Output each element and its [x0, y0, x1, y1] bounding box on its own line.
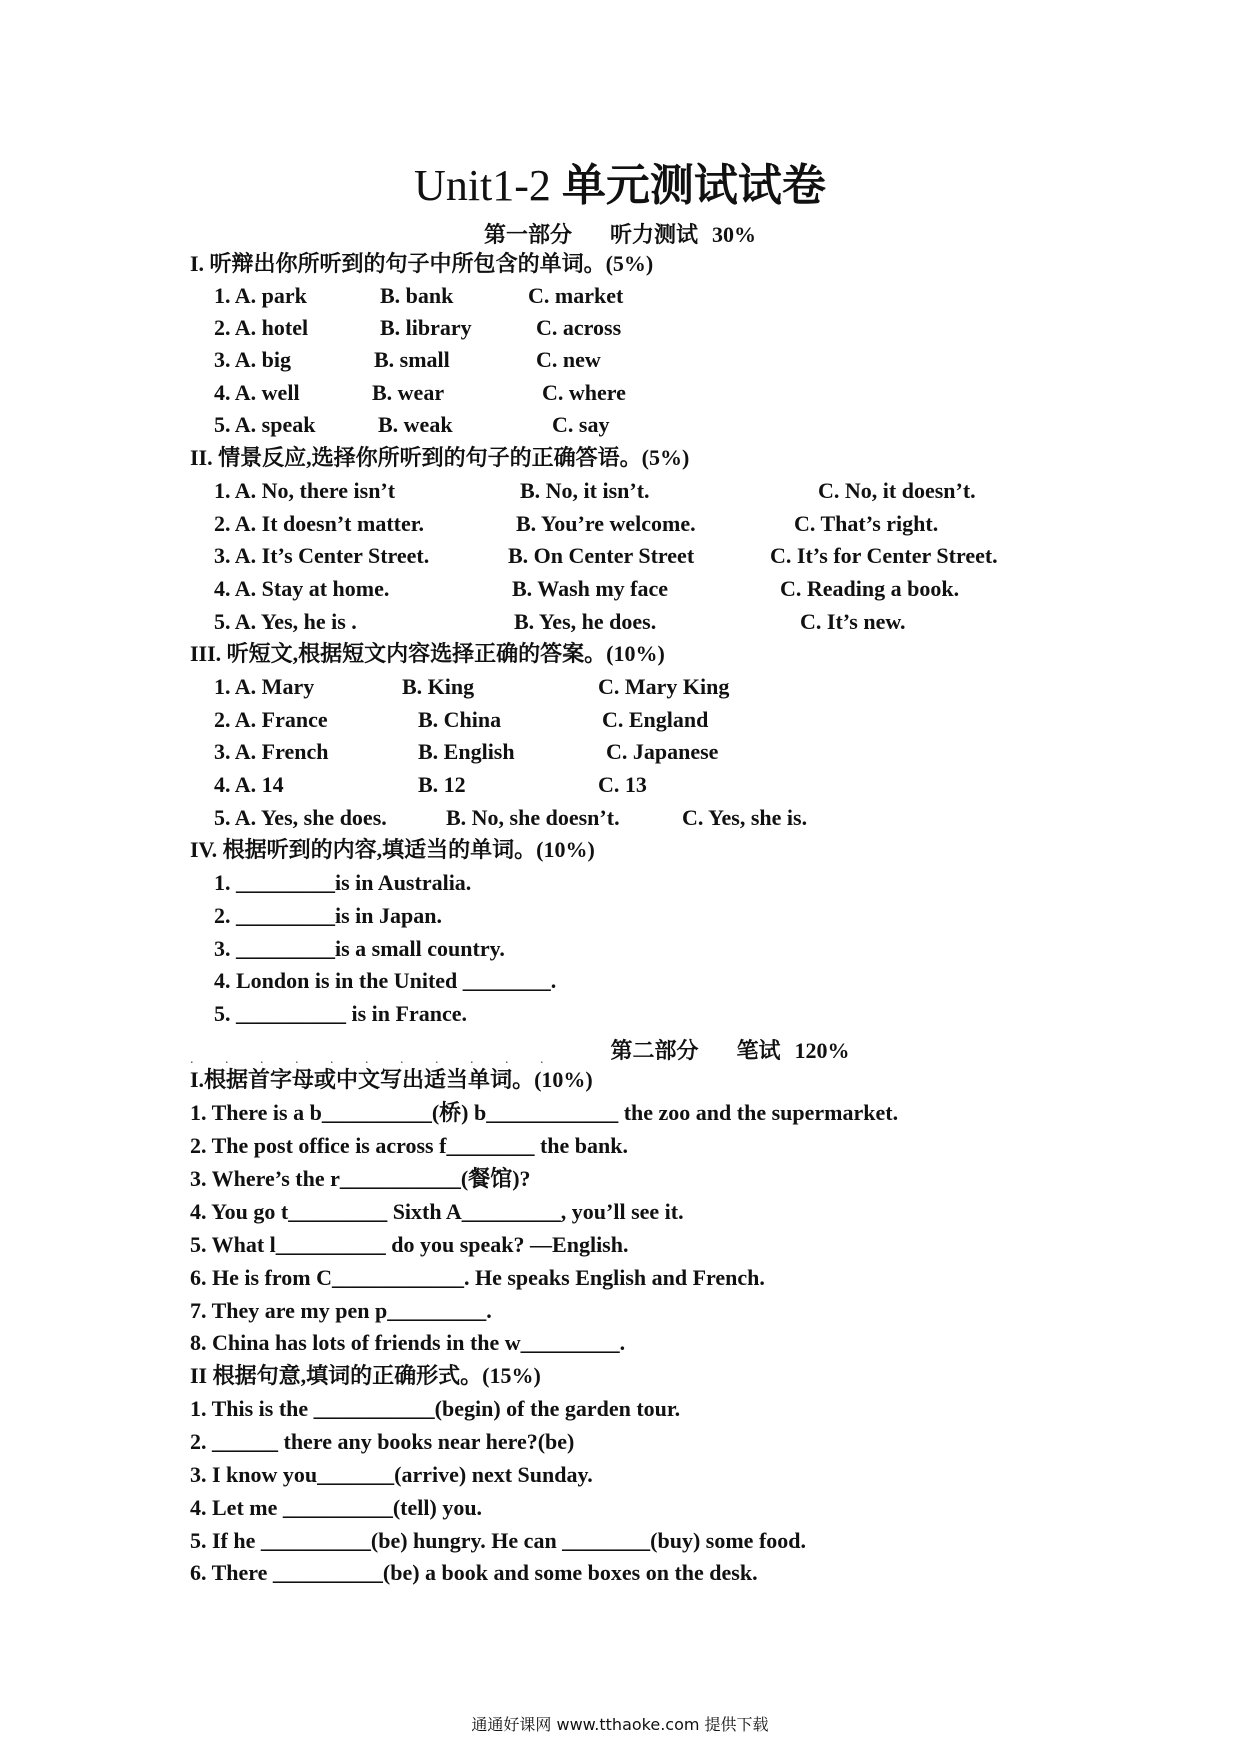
s2-q3-b: B. On Center Street	[508, 543, 695, 568]
written-2-heading: II 根据句意,填词的正确形式。(15%)	[190, 1363, 541, 1388]
part-two-heading	[110, 1034, 1240, 1065]
section-1-heading: I. 听辩出你所听到的句子中所包含的单词。(5%)	[190, 251, 654, 276]
s3-q5-c: C. Yes, she is.	[682, 805, 808, 830]
s2-q4-c: C. Reading a book.	[780, 576, 960, 601]
s4-q2: 2. _________is in Japan.	[214, 903, 442, 928]
part-one-heading	[0, 218, 1240, 249]
s1-q3-b: B. small	[374, 347, 450, 372]
s4-q3: 3. _________is a small country.	[214, 936, 505, 961]
s1-q5-b: B. weak	[378, 412, 453, 437]
s2-q4-b: B. Wash my face	[512, 576, 669, 601]
w2-q4: 4. Let me __________(tell) you.	[190, 1495, 483, 1520]
s4-q5: 5. __________ is in France.	[214, 1001, 467, 1026]
section-2-heading: II. 情景反应,选择你所听到的句子的正确答语。(5%)	[190, 445, 690, 470]
title-zh: 单元测试试卷	[561, 161, 826, 210]
s1-q5-a: 5. A. speak	[214, 412, 316, 437]
s2-q1-a: 1. A. No, there isn’t	[214, 478, 396, 503]
s2-q5-b: B. Yes, he does.	[514, 609, 657, 634]
s2-q3-c: C. It’s for Center Street.	[770, 543, 998, 568]
s1-q2-b: B. library	[380, 315, 472, 340]
section-3-heading: III. 听短文,根据短文内容选择正确的答案。(10%)	[190, 641, 665, 666]
s3-q3-c: C. Japanese	[606, 739, 719, 764]
dotted-leader: . . . . . . . . . . .	[190, 1052, 558, 1067]
s4-q1: 1. _________is in Australia.	[214, 870, 472, 895]
part-one-label: 第一部分	[483, 222, 572, 247]
s1-q1-b: B. bank	[380, 283, 454, 308]
s1-q3-a: 3. A. big	[214, 347, 292, 372]
s3-q1-c: C. Mary King	[598, 674, 730, 699]
s2-q2-b: B. You’re welcome.	[516, 511, 696, 536]
s2-q5-c: C. It’s new.	[800, 609, 906, 634]
s3-q4-a: 4. A. 14	[214, 772, 284, 797]
s3-q2-a: 2. A. France	[214, 707, 328, 732]
part-two-label: 第二部分	[610, 1038, 699, 1063]
w1-q4: 4. You go t_________ Sixth A_________, you’ll see it.	[190, 1199, 684, 1224]
w1-q8: 8. China has lots of friends in the w_________.	[190, 1330, 626, 1355]
s2-q5-a: 5. A. Yes, he is .	[214, 609, 357, 634]
s3-q1-b: B. King	[402, 674, 475, 699]
written-1-heading: I.根据首字母或中文写出适当单词。(10%)	[190, 1067, 593, 1092]
s3-q4-b: B. 12	[418, 772, 466, 797]
w1-q6: 6. He is from C____________. He speaks English and French.	[190, 1265, 765, 1290]
s3-q5-b: B. No, she doesn’t.	[446, 805, 620, 830]
s1-q5-c: C. say	[552, 412, 610, 437]
w2-q6: 6. There __________(be) a book and some boxes on the desk.	[190, 1560, 758, 1585]
s3-q4-c: C. 13	[598, 772, 647, 797]
part-one-name: 听力测试	[610, 222, 699, 247]
w2-q1: 1. This is the ___________(begin) of the garden tour.	[190, 1396, 681, 1421]
s3-q3-a: 3. A. French	[214, 739, 329, 764]
w2-q2: 2. ______ there any books near here?(be)	[190, 1429, 575, 1454]
part-two-percent: 120%	[794, 1038, 850, 1063]
s1-q2-c: C. across	[536, 315, 622, 340]
s1-q4-a: 4. A. well	[214, 380, 300, 405]
w2-q3: 3. I know you_______(arrive) next Sunday.	[190, 1462, 593, 1487]
s2-q1-b: B. No, it isn’t.	[520, 478, 650, 503]
s1-q2-a: 2. A. hotel	[214, 315, 309, 340]
w1-q2: 2. The post office is across f________ the bank.	[190, 1133, 628, 1158]
s1-q4-b: B. wear	[372, 380, 445, 405]
s3-q5-a: 5. A. Yes, she does.	[214, 805, 387, 830]
s2-q2-c: C. That’s right.	[794, 511, 939, 536]
w1-q7: 7. They are my pen p_________.	[190, 1298, 492, 1323]
w2-q5: 5. If he __________(be) hungry. He can ________(buy) some food.	[190, 1528, 807, 1553]
part-one-percent: 30%	[712, 222, 757, 247]
w1-q3: 3. Where’s the r___________(餐馆)?	[190, 1166, 531, 1191]
title-en: Unit1-2	[414, 161, 562, 210]
part-two-name: 笔试	[736, 1038, 781, 1063]
s3-q3-b: B. English	[418, 739, 515, 764]
section-4-heading: IV. 根据听到的内容,填适当的单词。(10%)	[190, 837, 595, 862]
s1-q1-a: 1. A. park	[214, 283, 307, 308]
s3-q2-c: C. England	[602, 707, 709, 732]
s2-q4-a: 4. A. Stay at home.	[214, 576, 390, 601]
s3-q2-b: B. China	[418, 707, 502, 732]
s3-q1-a: 1. A. Mary	[214, 674, 315, 699]
footer-credit: 通通好课网 www.tthaoke.com 提供下载	[471, 1715, 769, 1734]
page-title	[0, 158, 1240, 214]
s4-q4: 4. London is in the United ________.	[214, 968, 557, 993]
s2-q3-a: 3. A. It’s Center Street.	[214, 543, 430, 568]
s2-q2-a: 2. A. It doesn’t matter.	[214, 511, 424, 536]
w1-q5: 5. What l__________ do you speak? —English.	[190, 1232, 629, 1257]
s1-q4-c: C. where	[542, 380, 626, 405]
w1-q1: 1. There is a b__________(桥) b____________ the zoo and the supermarket.	[190, 1100, 899, 1125]
s1-q3-c: C. new	[536, 347, 601, 372]
s1-q1-c: C. market	[528, 283, 624, 308]
s2-q1-c: C. No, it doesn’t.	[818, 478, 976, 503]
